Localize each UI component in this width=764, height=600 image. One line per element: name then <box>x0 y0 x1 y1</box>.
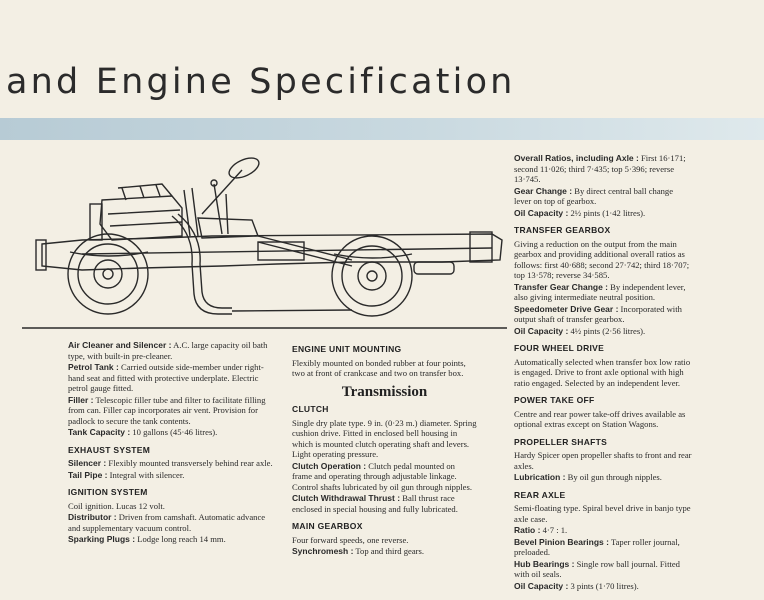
section-heading: FOUR WHEEL DRIVE <box>514 343 605 353</box>
spec-text: First 16·171; second 11·026; third 7·435; top 5·396; reverse 13·745. <box>514 153 686 184</box>
section-heading: IGNITION SYSTEM <box>68 487 148 497</box>
spec-text: Top and third gears. <box>353 546 425 556</box>
spec-paragraph <box>292 418 477 460</box>
spec-text: Automatically selected when transfer box low ratio is engaged. Drive to front axle optional with high ratio engaged. Selected by an independent lever. <box>514 356 691 388</box>
spec-text: Ball thrust race enclosed in special housing and fully lubricated. <box>292 493 458 514</box>
spec-label: Speedometer Drive Gear : <box>514 303 619 314</box>
spec-text: A.C. large capacity oil bath type, with built-in pre-cleaner. <box>68 340 268 361</box>
spec-label: Oil Capacity : <box>514 580 569 591</box>
spec-text: Single dry plate type. 9 in. (0·23 m.) diameter. Spring cushion drive. Fitted in enclosed bell housing in which is mounted clutch operating shaft and levers. Light operating pressure. <box>292 417 477 459</box>
section-heading: CLUTCH <box>292 404 329 414</box>
spec-text: Incorporated with output shaft of transfer gearbox. <box>514 303 682 324</box>
spec-label: Tail Pipe : <box>68 469 108 480</box>
spec-text: By direct central ball change lever on top of gearbox. <box>514 185 674 206</box>
spec-paragraph <box>292 493 477 514</box>
spec-column-middle <box>292 344 477 558</box>
spec-paragraph <box>68 501 274 512</box>
header-band <box>0 118 764 140</box>
spec-text: Centre and rear power take-off drives available as optional extras except on Station Wagons. <box>514 408 686 429</box>
spec-paragraph <box>292 358 477 379</box>
spec-text: 4½ pints (2·56 litres). <box>568 325 646 336</box>
spec-paragraph <box>68 362 274 394</box>
spec-paragraph <box>68 534 274 545</box>
spec-label: Distributor : <box>68 512 117 522</box>
spec-label: Tank Capacity : <box>68 427 131 437</box>
spec-label: Overall Ratios, including Axle : <box>514 153 639 163</box>
spec-label: Oil Capacity : <box>514 207 569 218</box>
spec-label: Silencer : <box>68 458 107 468</box>
spec-paragraph <box>68 427 274 438</box>
spec-text: Single row ball journal. Fitted with oil seals. <box>514 558 680 579</box>
spec-text: Four forward speeds, one reverse. <box>292 534 409 545</box>
spec-label: Synchromesh : <box>292 546 354 556</box>
spec-paragraph <box>292 546 477 557</box>
page-title: and Engine Specification <box>6 62 516 102</box>
section-heading: EXHAUST SYSTEM <box>68 444 151 455</box>
spec-text: Flexibly mounted on bonded rubber at four points, two at front of crankcase and two on transfer box. <box>292 357 466 378</box>
spec-label: Lubrication : <box>514 472 566 482</box>
spec-text: 4·7 : 1. <box>540 525 568 535</box>
spec-paragraph <box>68 512 274 533</box>
section-heading: MAIN GEARBOX <box>292 521 363 531</box>
section-heading: POWER TAKE OFF <box>514 395 595 405</box>
spec-paragraph <box>514 326 692 337</box>
spec-paragraph <box>68 458 274 469</box>
spec-paragraph <box>514 581 692 592</box>
spec-paragraph <box>68 395 274 427</box>
spec-label: Gear Change : <box>514 185 573 196</box>
section-heading: ENGINE UNIT MOUNTING <box>292 344 402 354</box>
spec-text: Driven from camshaft. Automatic advance and supplementary vacuum control. <box>68 512 266 533</box>
spec-paragraph <box>292 461 477 493</box>
spec-text: Semi-floating type. Spiral bevel drive in banjo type axle case. <box>514 503 691 524</box>
spec-paragraph <box>514 409 692 430</box>
spec-paragraph <box>514 239 692 281</box>
spec-label: Ratio : <box>514 525 541 535</box>
spec-label: Petrol Tank : <box>68 362 119 372</box>
spec-paragraph <box>514 472 692 483</box>
spec-text: Integral with silencer. <box>107 469 185 480</box>
spec-paragraph <box>514 537 692 558</box>
spec-text: By oil gun through nipples. <box>565 472 662 482</box>
spec-paragraph <box>514 357 692 389</box>
spec-paragraph <box>514 208 692 219</box>
spec-paragraph <box>514 186 692 207</box>
spec-paragraph <box>68 340 274 361</box>
spec-paragraph <box>292 535 477 546</box>
spec-label: Clutch Withdrawal Thrust : <box>292 493 401 503</box>
spec-text: Lodge long reach 14 mm. <box>135 534 226 544</box>
spec-text: Coil ignition. Lucas 12 volt. <box>68 500 165 511</box>
spec-text: Taper roller journal, preloaded. <box>514 536 680 557</box>
spec-paragraph <box>514 304 692 325</box>
spec-text: Carried outside side-member under right-hand seat and fitted with protective underplate. Electric petrol gauge fitted. <box>68 362 264 393</box>
spec-text: Flexibly mounted transversely behind rear axle. <box>106 458 273 468</box>
spec-paragraph <box>514 282 692 303</box>
spec-label: Hub Bearings : <box>514 558 575 569</box>
spec-text: Giving a reduction on the output from the main gearbox and providing additional overall ratios as follows: first 40·688; second 27·742; third 18·707; top 13·578; reverse 34·585. <box>514 238 690 280</box>
spec-column-left <box>68 340 274 546</box>
spec-column-right <box>514 153 692 592</box>
chassis-illustration <box>22 144 507 330</box>
section-heading: TRANSFER GEARBOX <box>514 225 611 235</box>
spec-label: Oil Capacity : <box>514 325 569 336</box>
section-heading: REAR AXLE <box>514 489 566 500</box>
spec-paragraph <box>514 525 692 536</box>
spec-label: Bevel Pinion Bearings : <box>514 536 609 547</box>
spec-text: Hardy Spicer open propeller shafts to front and rear axles. <box>514 450 692 471</box>
spec-text: Clutch pedal mounted on frame and operating through adjustable linkage. Control shafts lubricated by oil gun through nipples. <box>292 460 472 492</box>
spec-label: Filler : <box>68 394 94 405</box>
spec-text: Telescopic filler tube and filter to facilitate filling from can. Filler cap incorporates air vent. Provision for padlock to secure the tank contents. <box>68 394 266 426</box>
spec-text: 3 pints (1·70 litres). <box>568 580 639 591</box>
spec-text: By independent lever, also giving intermediate neutral position. <box>514 281 686 302</box>
section-heading: PROPELLER SHAFTS <box>514 436 608 447</box>
spec-text: 10 gallons (45·46 litres). <box>130 427 218 437</box>
spec-text: 2½ pints (1·42 litres). <box>568 207 646 218</box>
spec-label: Transfer Gear Change : <box>514 281 609 292</box>
spec-paragraph <box>514 153 692 185</box>
chapter-heading: Transmission <box>341 383 428 400</box>
spec-paragraph <box>514 503 692 524</box>
spec-paragraph <box>68 470 274 481</box>
spec-paragraph <box>514 559 692 580</box>
spec-label: Sparking Plugs : <box>68 534 136 544</box>
spec-label: Air Cleaner and Silencer : <box>68 340 172 350</box>
spec-paragraph <box>514 450 692 471</box>
spec-label: Clutch Operation : <box>292 460 367 471</box>
